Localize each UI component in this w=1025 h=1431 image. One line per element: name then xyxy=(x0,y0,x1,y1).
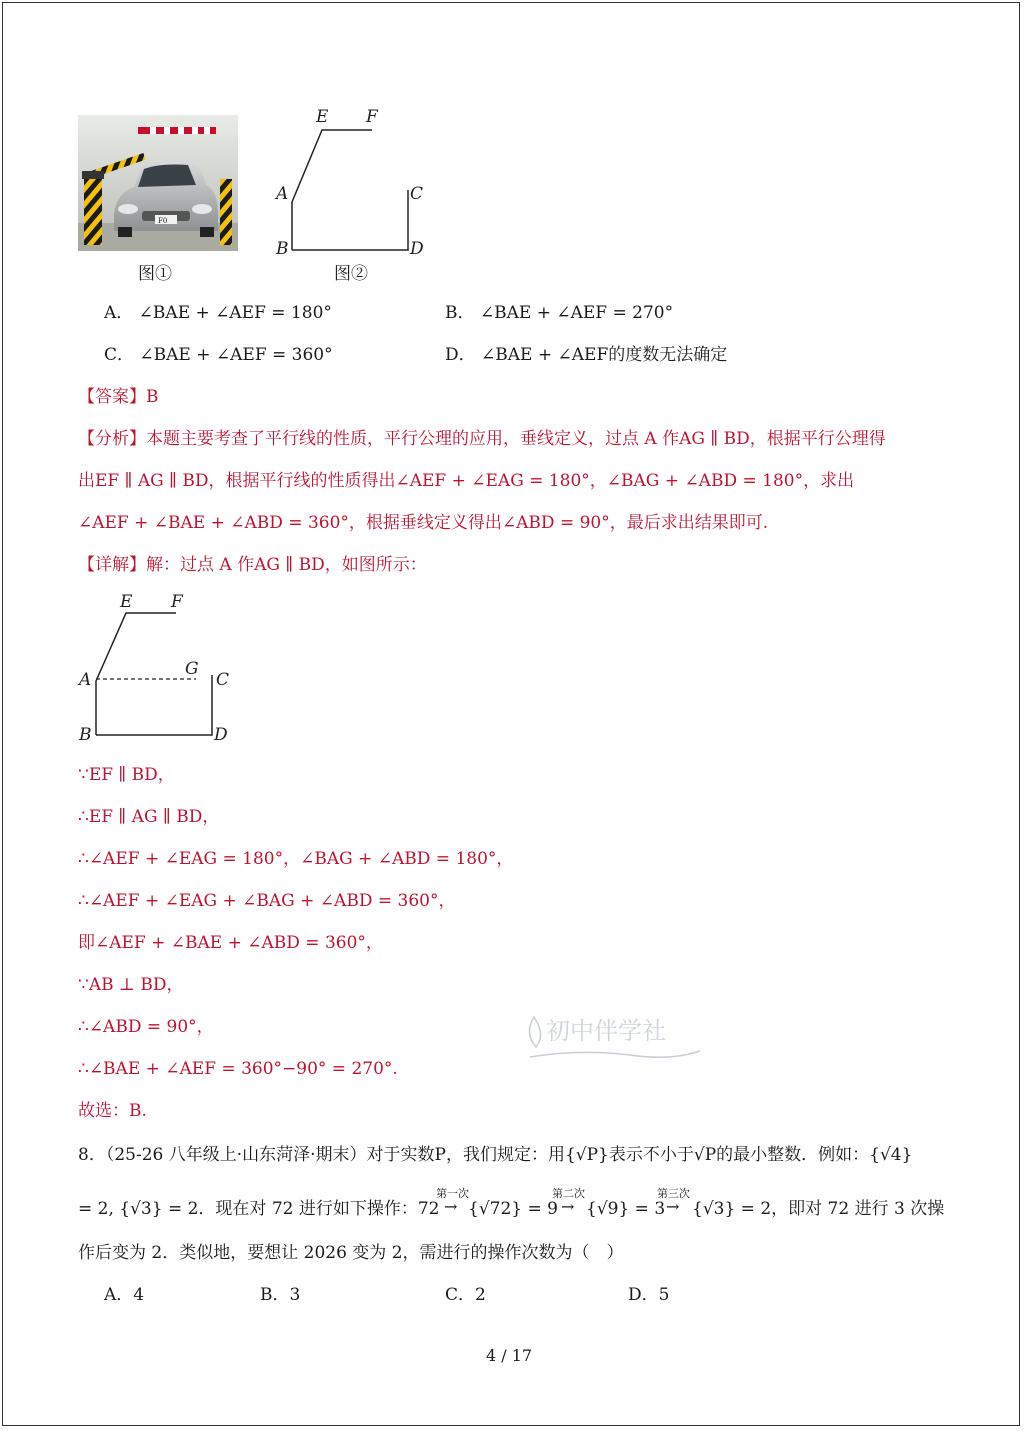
label-A: A xyxy=(79,670,92,690)
label-B: B xyxy=(276,239,289,259)
step-9: 故选：B. xyxy=(78,1101,147,1121)
step-7: ∴∠ABD = 90°， xyxy=(78,1017,214,1037)
label-E: E xyxy=(316,107,329,127)
polyline-bae-ef xyxy=(292,130,372,250)
watermark-text: 初中伴学社 xyxy=(546,1017,666,1045)
q7-option-c[interactable]: C． ∠BAE + ∠AEF = 360° xyxy=(104,345,333,365)
car-barrier-image xyxy=(78,115,238,251)
step-3: ∴∠AEF + ∠EAG = 180°，∠BAG + ∠ABD = 180°， xyxy=(78,849,514,869)
label-B: B xyxy=(79,725,92,745)
label-E: E xyxy=(120,592,133,612)
step-4: ∴∠AEF + ∠EAG + ∠BAG + ∠ABD = 360°， xyxy=(78,891,456,911)
q8-line-1: 8．（25-26 八年级上·山东菏泽·期末）对于实数P，我们规定：用{√P}表示不小于√P的最小整数．例如：{√4} xyxy=(78,1145,913,1165)
label-D: D xyxy=(214,725,228,745)
q8-step-1-label: 第一次 xyxy=(436,1187,469,1200)
label-A: A xyxy=(276,184,289,204)
arrow-icon: → xyxy=(666,1197,680,1216)
figure-2-diagram xyxy=(270,100,440,260)
car-plate: F0 xyxy=(158,217,168,225)
q8-line-2-d: {√3} = 2，即对 72 进行 3 次操 xyxy=(692,1199,945,1219)
q7-option-d[interactable]: D． ∠BAE + ∠AEF的度数无法确定 xyxy=(445,345,728,365)
label-F: F xyxy=(171,592,183,612)
step-1: ∵EF ∥ BD， xyxy=(78,765,175,785)
watermark xyxy=(520,1005,710,1070)
q8-option-c[interactable]: C．2 xyxy=(445,1285,486,1305)
arrow-icon: → xyxy=(444,1197,458,1216)
label-C: C xyxy=(410,184,424,204)
q7-analysis-line-1: 【分析】本题主要考查了平行线的性质，平行公理的应用，垂线定义，过点 A 作AG ∥ BD，根据平行公理得 xyxy=(78,429,886,449)
polyline-bdc xyxy=(96,675,212,735)
polyline-bdc xyxy=(292,190,408,250)
figure-2-caption: 图② xyxy=(334,264,368,284)
q7-answer: 【答案】B xyxy=(78,387,159,407)
step-6: ∵AB ⊥ BD， xyxy=(78,975,184,995)
step-5: 即∠AEF + ∠BAE + ∠ABD = 360°， xyxy=(78,933,383,953)
q8-option-b[interactable]: B．3 xyxy=(260,1285,301,1305)
label-C: C xyxy=(216,670,230,690)
label-D: D xyxy=(410,239,424,259)
leaf-logo-icon xyxy=(529,1017,540,1047)
q8-line-2-c: {√9} = 3 xyxy=(586,1199,666,1219)
step-8: ∴∠BAE + ∠AEF = 360°−90° = 270°. xyxy=(78,1059,398,1079)
q8-option-a[interactable]: A．4 xyxy=(104,1285,145,1305)
q8-line-2-b: {√72} = 9 xyxy=(468,1199,558,1219)
q7-option-a[interactable]: A． ∠BAE + ∠AEF = 180° xyxy=(104,303,332,323)
q8-step-3-label: 第三次 xyxy=(657,1187,690,1200)
q8-line-3: 作后变为 2．类似地，要想让 2026 变为 2，需进行的操作次数为（ ） xyxy=(78,1243,624,1263)
figure-1-caption: 图① xyxy=(138,264,172,284)
arrow-icon: → xyxy=(561,1197,575,1216)
q7-analysis-line-2: 出EF ∥ AG ∥ BD，根据平行线的性质得出∠AEF + ∠EAG = 180°，∠BAG + ∠ABD = 180°，求出 xyxy=(78,471,855,491)
q8-step-2-label: 第二次 xyxy=(552,1187,585,1200)
q8-option-d[interactable]: D．5 xyxy=(628,1285,670,1305)
q8-line-2-a: = 2, {√3} = 2．现在对 72 进行如下操作：72 xyxy=(78,1199,440,1219)
polyline-bae-ef xyxy=(96,613,176,735)
solution-diagram xyxy=(70,585,250,750)
label-G: G xyxy=(185,659,199,679)
step-2: ∴EF ∥ AG ∥ BD， xyxy=(78,807,220,827)
q7-analysis-line-3: ∠AEF + ∠BAE + ∠ABD = 360°，根据垂线定义得出∠ABD = 90°，最后求出结果即可. xyxy=(78,513,769,533)
page-number: 4 / 17 xyxy=(486,1346,533,1365)
figure-1-photo xyxy=(78,115,238,251)
q7-detail-heading: 【详解】解：过点 A 作AG ∥ BD，如图所示： xyxy=(78,555,427,575)
label-F: F xyxy=(366,107,378,127)
q7-option-b[interactable]: B． ∠BAE + ∠AEF = 270° xyxy=(445,303,674,323)
